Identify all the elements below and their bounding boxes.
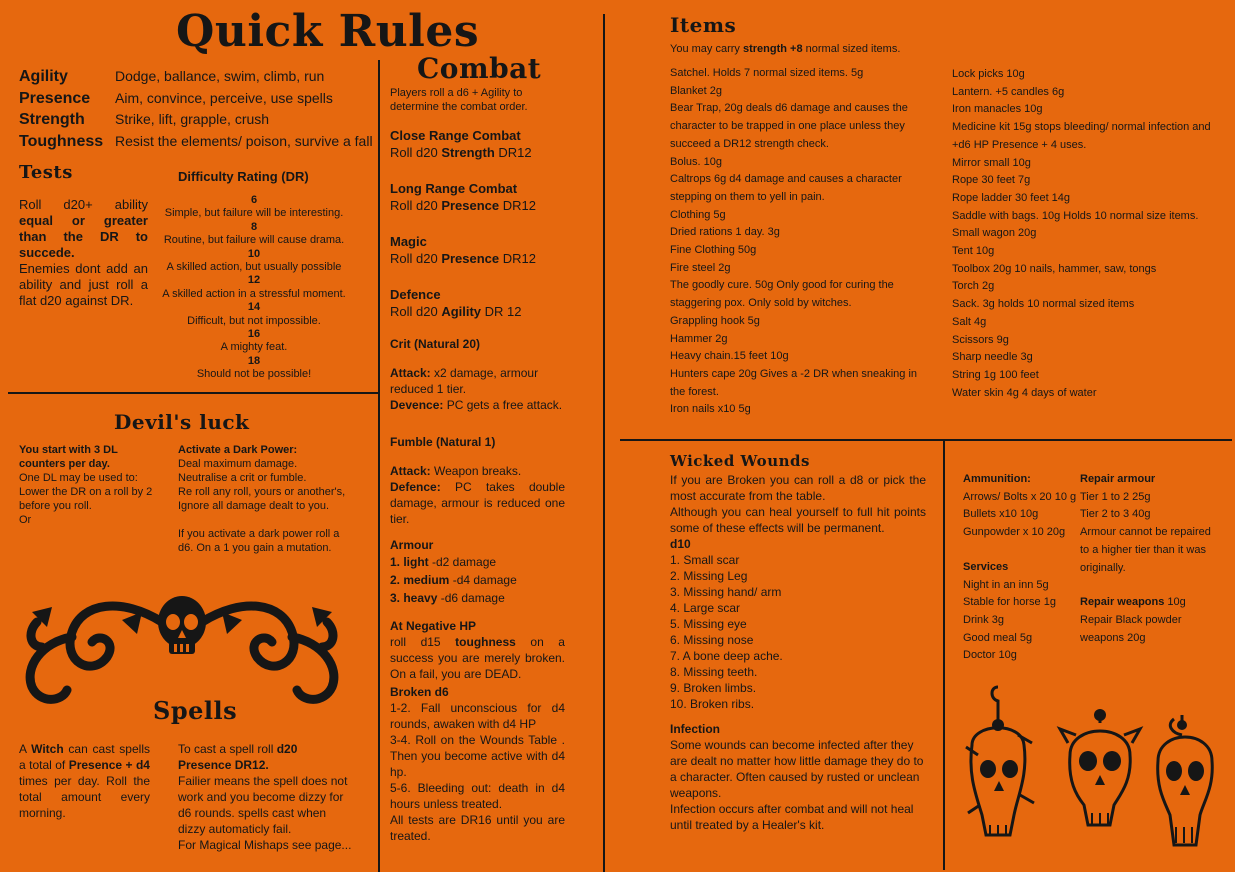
repair-armour-heading: Repair armour xyxy=(1080,473,1156,485)
combat-block-roll xyxy=(390,250,565,267)
dl-use: One DL may be used to: Lower the DR on a roll by 2 before you roll. xyxy=(19,472,153,512)
item-line: Heavy chain.15 feet 10g xyxy=(670,350,789,363)
divider-center-vertical xyxy=(603,14,605,872)
item-line: Bear Trap, 20g deals d6 damage and causes the character to be trapped in one place unless they succeed a DR12 strength check. xyxy=(670,102,908,150)
combat-block xyxy=(390,180,565,214)
ability-row xyxy=(19,131,379,153)
wound-item: 9. Broken limbs. xyxy=(670,681,757,695)
spells-left xyxy=(19,741,150,821)
tests-rule xyxy=(19,197,148,261)
item-line: Sharp needle 3g xyxy=(952,351,1033,364)
fumble-defence-label: Defence: xyxy=(390,480,441,494)
fumble-attack xyxy=(390,463,565,479)
combat-column xyxy=(390,86,565,844)
crit-attack-label: Attack: xyxy=(390,366,431,380)
combat-block-roll xyxy=(390,197,565,214)
spells-right xyxy=(178,741,352,853)
combat-block-roll xyxy=(390,303,565,320)
item-line: Rope 30 feet 7g xyxy=(952,174,1031,187)
dark-power-line: Neutralise a crit or fumble. xyxy=(178,472,307,484)
ability-desc: Resist the elements/ poison, survive a fall xyxy=(115,132,373,149)
item-line: Mirror small 10g xyxy=(952,156,1031,169)
tests-text xyxy=(19,197,148,309)
wound-item: 3. Missing hand/ arm xyxy=(670,585,782,599)
armour-label: 1. light xyxy=(390,555,429,569)
service-line: Good meal 5g xyxy=(963,631,1033,644)
item-line: Lock picks 10g xyxy=(952,68,1025,80)
item-line: Clothing 5g xyxy=(670,208,726,221)
crit-attack xyxy=(390,365,565,397)
repair-weapons-title: Repair weapons xyxy=(1080,596,1165,609)
item-line: The goodly cure. 50g Only good for curing the staggering pox. Only sold by witches. xyxy=(670,279,894,310)
skulls-illustration-icon xyxy=(960,685,1230,865)
tests-heading: Tests xyxy=(19,162,73,183)
roll-dr: DR12 xyxy=(494,145,532,160)
combat-block-title: Long Range Combat xyxy=(390,181,518,196)
item-line: Sack. 3g holds 10 normal sized items xyxy=(952,298,1135,311)
ability-desc: Aim, convince, perceive, use spells xyxy=(115,89,333,106)
negative-hp-text xyxy=(390,634,565,682)
fumble-defence xyxy=(390,479,565,527)
roll-dr: DR12 xyxy=(499,198,536,213)
crit-defence-label: Devence: xyxy=(390,398,444,412)
carry-b: strength +8 xyxy=(742,43,803,55)
spells-left-c: can cast spells a total of xyxy=(19,742,150,772)
wounds-column xyxy=(670,472,926,833)
armour-line xyxy=(390,553,565,571)
armour-label: 3. heavy xyxy=(390,591,438,605)
item-line: Grappling hook 5g xyxy=(670,314,760,327)
carry-a: You may carry xyxy=(670,43,743,55)
repair-line: Armour cannot be repaired to a higher tier than it was originally. xyxy=(1080,526,1211,574)
item-line: Caltrops 6g d4 damage and causes a character stepping on them to yell in pain. xyxy=(670,173,902,203)
item-line: Tent 10g xyxy=(952,245,995,258)
spells-right-cast xyxy=(178,741,352,773)
item-line: Lantern. +5 candles 6g xyxy=(952,85,1065,98)
ability-desc: Strike, lift, grapple, crush xyxy=(115,111,270,127)
divider-right-vertical xyxy=(943,440,945,870)
armour-text: -d6 damage xyxy=(437,591,505,605)
spells-right-a: To cast a spell roll xyxy=(178,742,277,756)
ability-row xyxy=(19,109,379,131)
wound-item: 4. Large scar xyxy=(670,601,741,615)
combat-block-title: Magic xyxy=(390,234,427,249)
devils-luck-heading: Devil's luck xyxy=(114,410,250,434)
dl-counters: You start with 3 DL counters per day. xyxy=(19,444,118,470)
items-heading: Items xyxy=(670,13,737,37)
ammo-line: Bullets x10 10g xyxy=(963,508,1039,521)
neg-b: toughness xyxy=(455,635,516,649)
dark-power-note: If you activate a dark power roll a d6. On a 1 you gain a mutation. xyxy=(178,528,340,554)
crit-defence-text: PC gets a free attack. xyxy=(443,398,563,412)
dark-power-line: Re roll any roll, yours or another's, xyxy=(178,486,346,498)
roll-text: Roll d20 xyxy=(390,251,442,266)
ammo-services xyxy=(963,471,1079,665)
infection-text: Infection occurs after combat and will not heal until treated by a Healer's kit. xyxy=(670,802,914,832)
wound-item: 7. A bone deep ache. xyxy=(670,649,783,663)
armour-line xyxy=(390,571,565,589)
wound-item: 8. Missing teeth. xyxy=(670,665,758,679)
combat-heading: Combat xyxy=(417,52,542,85)
repair-line: Tier 2 to 3 40g xyxy=(1080,508,1151,521)
spells-left-b: Witch xyxy=(31,742,64,756)
wounds-intro: Although you can heal yourself to full hit points some of these effects will be permanent. xyxy=(670,505,926,535)
broken-line: 3-4. Roll on the Wounds Table . Then you become active with d4 hp. xyxy=(390,733,565,779)
item-line: Iron manacles 10g xyxy=(952,103,1043,116)
service-line: Drink 3g xyxy=(963,613,1004,626)
crit-heading: Crit (Natural 20) xyxy=(390,337,481,351)
combat-block xyxy=(390,286,565,320)
ammo-line: Arrows/ Bolts x 20 10 g xyxy=(963,490,1077,503)
items-carry xyxy=(670,42,900,56)
service-line: Night in an inn 5g xyxy=(963,578,1049,591)
fumble-defence-text: PC takes double damage, armour is reduced one tier. xyxy=(390,480,565,526)
neg-c: on a success you are merely broken. On a fail, you are DEAD. xyxy=(390,635,565,681)
abilities-list xyxy=(19,66,379,152)
armour-label: 2. medium xyxy=(390,573,450,587)
broken-line: 1-2. Fall unconscious for d4 rounds, awaken with d4 HP xyxy=(390,701,565,731)
service-line: Doctor 10g xyxy=(963,649,1017,662)
combat-block-title: Close Range Combat xyxy=(390,128,521,143)
ability-desc: Dodge, ballance, swim, climb, run xyxy=(115,68,325,84)
item-line: Salt 4g xyxy=(952,315,987,328)
item-line: Hunters cape 20g Gives a -2 DR when sneaking in the forest. xyxy=(670,367,918,398)
fumble-attack-label: Attack: xyxy=(390,464,431,478)
service-line: Stable for horse 1g xyxy=(963,596,1056,609)
dr-text: A skilled action, but usually possible xyxy=(166,261,342,274)
item-line: Rope ladder 30 feet 14g xyxy=(952,191,1071,204)
ability-row xyxy=(19,66,379,88)
wound-item: 2. Missing Leg xyxy=(670,569,748,583)
armour-text: -d2 damage xyxy=(428,555,497,569)
item-line: Torch 2g xyxy=(952,280,995,293)
page-title: Quick Rules xyxy=(176,6,480,57)
wounds-die: d10 xyxy=(670,537,691,551)
dr-value: 12 xyxy=(247,274,261,287)
spells-left-d: Presence + d4 xyxy=(68,758,150,772)
combat-intro: Players roll a d6 + Agility to determine the combat order. xyxy=(390,87,528,113)
neg-a: roll d15 xyxy=(390,635,456,649)
dr-text: A skilled action in a stressful moment. xyxy=(162,287,346,300)
dr-value: 18 xyxy=(247,354,261,367)
combat-block xyxy=(390,233,565,267)
spells-right-fail: Failier means the spell does not work and you become dizzy for d6 rounds. spells cast when dizzy automaticly fail. xyxy=(178,774,348,836)
item-line: Saddle with bags. 10g Holds 10 normal size items. xyxy=(952,209,1199,222)
divider-right-horizontal xyxy=(620,439,1232,441)
dr-text: Should not be possible! xyxy=(196,368,312,381)
negative-hp-heading: At Negative HP xyxy=(390,619,477,633)
roll-text: Roll d20 xyxy=(390,304,442,319)
roll-text: Roll d20 xyxy=(390,145,442,160)
ammo-heading: Ammunition: xyxy=(963,473,1031,485)
spells-left-a: A xyxy=(19,742,32,756)
armour-text: -d4 damage xyxy=(449,573,517,587)
item-line: Fire steel 2g xyxy=(670,261,731,274)
tests-rule-a: Roll d20+ ability xyxy=(19,197,148,212)
carry-c: normal sized items. xyxy=(802,43,901,55)
armour-heading: Armour xyxy=(390,538,434,552)
spells-left-e: times per day. Roll the total amount every morning. xyxy=(19,774,150,820)
item-line: Hammer 2g xyxy=(670,332,728,345)
roll-stat: Strength xyxy=(441,145,495,160)
dr-text: A mighty feat. xyxy=(220,341,288,354)
roll-stat: Presence xyxy=(441,198,500,213)
spells-right-b: d20 Presence DR12. xyxy=(178,742,298,772)
combat-block-title: Defence xyxy=(390,287,441,302)
broken-line: 5-6. Bleeding out: death in d4 hours unless treated. xyxy=(390,781,565,811)
fumble-attack-text: Weapon breaks. xyxy=(430,464,522,478)
tests-rule-b: equal or greater than the DR to succede. xyxy=(19,213,148,260)
item-line: Satchel. Holds 7 normal sized items. 5g xyxy=(670,67,864,79)
broken-line: All tests are DR16 until you are treated. xyxy=(390,813,565,843)
item-line: Iron nails x10 5g xyxy=(670,403,751,416)
divider-left-horizontal xyxy=(8,392,380,394)
repair-weapons-heading xyxy=(1080,594,1220,612)
dr-text: Routine, but failure will cause drama. xyxy=(163,234,345,247)
item-line: Dried rations 1 day. 3g xyxy=(670,226,780,239)
divider-left-vertical xyxy=(378,60,380,872)
services-heading: Services xyxy=(963,560,1009,573)
broken-heading: Broken d6 xyxy=(390,685,449,699)
items-column-1 xyxy=(670,65,928,419)
dr-value: 16 xyxy=(247,328,261,341)
spells-right-mishaps: For Magical Mishaps see page... xyxy=(178,838,352,852)
items-column-2 xyxy=(952,66,1224,402)
repair-line: Tier 1 to 2 25g xyxy=(1080,490,1151,503)
armour-line xyxy=(390,589,565,607)
spells-heading: Spells xyxy=(153,696,238,725)
combat-block-roll xyxy=(390,144,565,161)
ammo-line: Gunpowder x 10 20g xyxy=(963,526,1066,539)
devils-luck-left xyxy=(19,443,167,527)
item-line: Toolbox 20g 10 nails, hammer, saw, tongs xyxy=(952,262,1157,275)
difficulty-list xyxy=(152,194,356,382)
dr-text: Simple, but failure will be interesting. xyxy=(164,207,344,220)
wounds-intro: If you are Broken you can roll a d8 or pick the most accurate from the table. xyxy=(670,473,926,503)
roll-text: Roll d20 xyxy=(390,198,442,213)
roll-stat: Presence xyxy=(441,251,500,266)
infection-text: Some wounds can become infected after they are dealt no matter how little damage they do to a character. Often caused by rusted or unclean weapons. xyxy=(670,738,924,800)
difficulty-heading: Difficulty Rating (DR) xyxy=(178,169,309,184)
wound-item: 5. Missing eye xyxy=(670,617,747,631)
infection-heading: Infection xyxy=(670,722,720,736)
combat-block xyxy=(390,127,565,161)
dr-text: Difficult, but not impossible. xyxy=(187,314,321,327)
repair-column xyxy=(1080,471,1220,647)
dr-value: 6 xyxy=(250,194,258,206)
crit-defence xyxy=(390,397,565,413)
dr-value: 14 xyxy=(247,301,261,314)
fumble-heading: Fumble (Natural 1) xyxy=(390,435,496,449)
tests-enemies: Enemies dont add an ability and just roll a flat d20 against DR. xyxy=(19,261,148,308)
dr-value: 8 xyxy=(250,220,258,233)
ability-row xyxy=(19,88,379,110)
roll-dr: DR12 xyxy=(499,251,536,266)
ability-name: Presence xyxy=(19,89,91,107)
ability-name: Toughness xyxy=(19,132,104,150)
dark-power-line: Deal maximum damage. xyxy=(178,458,298,470)
wound-item: 10. Broken ribs. xyxy=(670,697,755,711)
item-line: Fine Clothing 50g xyxy=(670,244,757,257)
dr-value: 10 xyxy=(247,247,261,260)
wounds-heading: Wicked Wounds xyxy=(670,452,810,470)
skull-ornament-icon xyxy=(12,592,352,712)
crit-attack-text: x2 damage, armour reduced 1 tier. xyxy=(390,366,539,396)
repair-weapons-price: 10g xyxy=(1164,596,1186,609)
repair-weapons-text: Repair Black powder weapons 20g xyxy=(1080,613,1182,644)
wound-item: 6. Missing nose xyxy=(670,633,754,647)
ability-name: Strength xyxy=(19,111,85,128)
dl-or: Or xyxy=(19,514,32,526)
wound-item: 1. Small scar xyxy=(670,553,740,567)
item-line: Water skin 4g 4 days of water xyxy=(952,386,1097,399)
item-line: Bolus. 10g xyxy=(670,155,722,168)
item-line: Blanket 2g xyxy=(670,84,722,97)
ability-name: Agility xyxy=(19,68,68,85)
dark-power-heading: Activate a Dark Power: xyxy=(178,444,298,456)
item-line: Medicine kit 15g stops bleeding/ normal infection and +d6 HP Presence + 4 uses. xyxy=(952,121,1211,151)
dark-power-line: Ignore all damage dealt to you. xyxy=(178,500,330,512)
item-line: String 1g 100 feet xyxy=(952,368,1039,381)
item-line: Scissors 9g xyxy=(952,333,1009,346)
item-line: Small wagon 20g xyxy=(952,227,1037,240)
devils-luck-right xyxy=(178,443,354,555)
roll-stat: Agility xyxy=(441,304,482,319)
roll-dr: DR 12 xyxy=(481,304,522,319)
